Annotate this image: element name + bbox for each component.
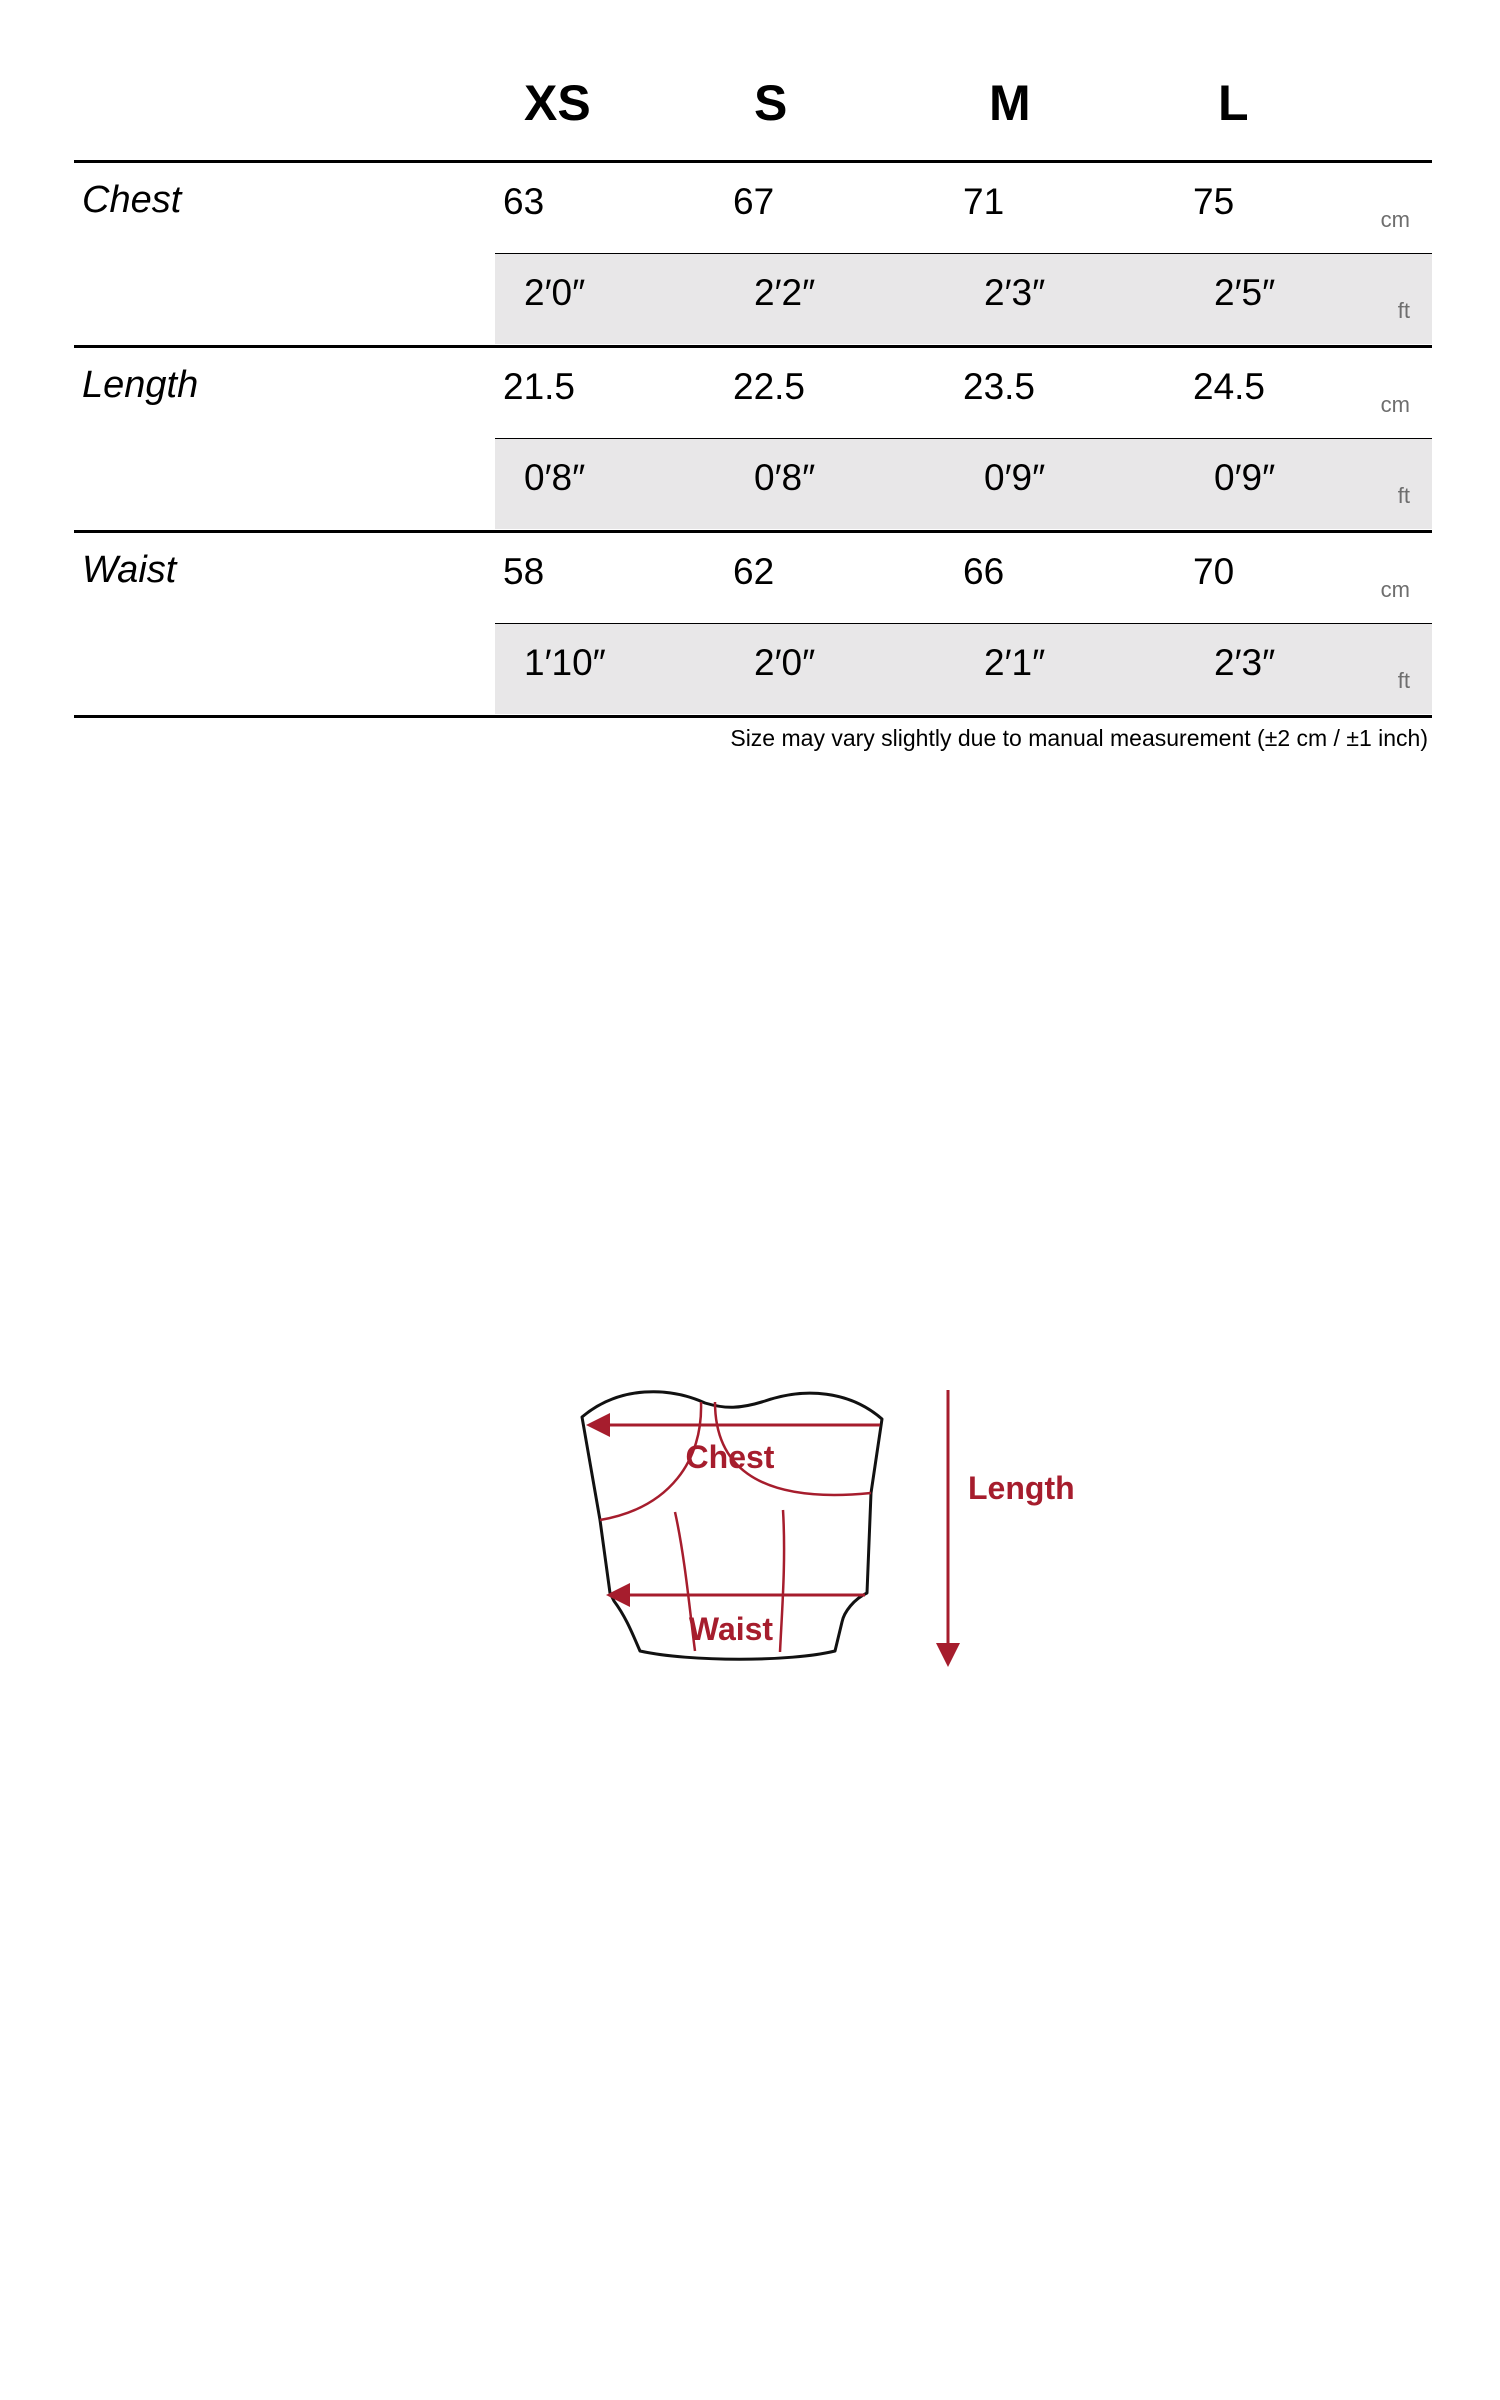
bustier-top-illustration <box>560 1365 1100 1675</box>
measurement-group-length <box>74 348 1432 533</box>
garment-measurement-diagram <box>560 1365 1100 1675</box>
cell-chest-ft-l: 2′5″ <box>1214 272 1276 313</box>
cell-length-ft-m: 0′9″ <box>984 457 1046 498</box>
cell-chest-cm-xs: 63 <box>503 181 545 222</box>
cell-waist-cm-xs: 58 <box>503 551 545 592</box>
cell-waist-cm-m: 66 <box>963 551 1005 592</box>
unit-label-ft: ft <box>1397 668 1410 693</box>
size-header-s: S <box>754 75 788 131</box>
cell-length-ft-l: 0′9″ <box>1214 457 1276 498</box>
size-header-l: L <box>1218 75 1249 131</box>
cell-chest-ft-xs: 2′0″ <box>524 272 586 313</box>
unit-label-cm: cm <box>1380 392 1410 417</box>
size-chart-table <box>74 60 1432 718</box>
cell-waist-cm-l: 70 <box>1193 551 1235 592</box>
cell-waist-ft-l: 2′3″ <box>1214 642 1276 683</box>
ft-row-chest <box>495 254 1432 344</box>
size-header-row <box>74 60 1432 163</box>
size-header-xs: XS <box>524 75 591 131</box>
ft-row-waist <box>495 624 1432 714</box>
size-header-m: M <box>989 75 1031 131</box>
cell-waist-ft-s: 2′0″ <box>754 642 816 683</box>
row-label-chest: Chest <box>82 179 182 221</box>
waist-label: Waist <box>688 1611 774 1647</box>
length-label: Length <box>968 1470 1075 1506</box>
unit-label-ft: ft <box>1397 483 1410 508</box>
cell-chest-cm-s: 67 <box>733 181 775 222</box>
cm-row-waist <box>495 533 1432 625</box>
row-label-length: Length <box>82 364 199 406</box>
unit-label-cm: cm <box>1380 207 1410 232</box>
row-label-waist: Waist <box>82 549 177 591</box>
cell-waist-ft-xs: 1′10″ <box>524 642 606 683</box>
cell-length-cm-l: 24.5 <box>1193 366 1266 407</box>
cm-row-chest <box>495 163 1432 255</box>
cell-chest-ft-m: 2′3″ <box>984 272 1046 313</box>
cell-waist-cm-s: 62 <box>733 551 775 592</box>
cell-chest-cm-l: 75 <box>1193 181 1235 222</box>
cell-length-ft-s: 0′8″ <box>754 457 816 498</box>
measurement-group-waist <box>74 533 1432 718</box>
cell-chest-ft-s: 2′2″ <box>754 272 816 313</box>
cm-row-length <box>495 348 1432 440</box>
cell-length-cm-xs: 21.5 <box>503 366 576 407</box>
measurement-note: Size may vary slightly due to manual measurement (±2 cm / ±1 inch) <box>730 725 1428 751</box>
cell-length-cm-m: 23.5 <box>963 366 1036 407</box>
cell-chest-cm-m: 71 <box>963 181 1005 222</box>
cell-length-cm-s: 22.5 <box>733 366 806 407</box>
measurement-group-chest <box>74 163 1432 348</box>
unit-label-cm: cm <box>1380 577 1410 602</box>
chest-label: Chest <box>685 1439 775 1475</box>
cell-waist-ft-m: 2′1″ <box>984 642 1046 683</box>
unit-label-ft: ft <box>1397 298 1410 323</box>
ft-row-length <box>495 439 1432 529</box>
cell-length-ft-xs: 0′8″ <box>524 457 586 498</box>
